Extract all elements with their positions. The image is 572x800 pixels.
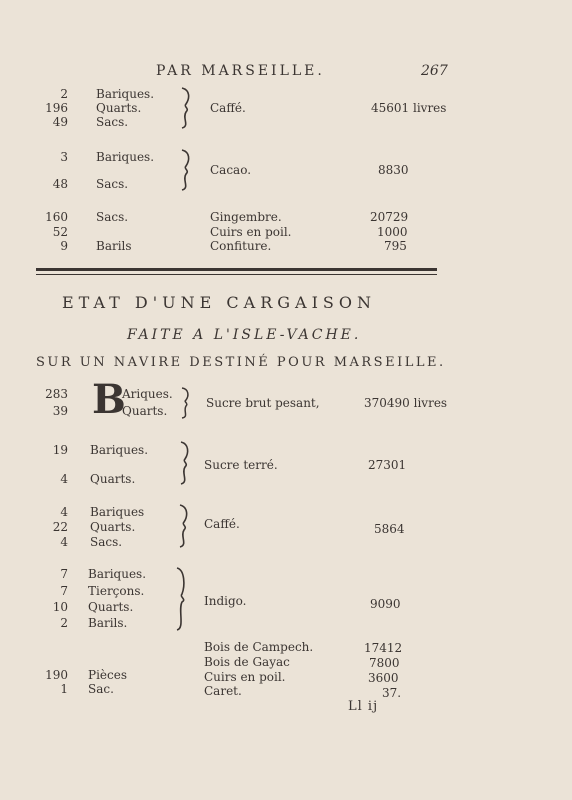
unit: Sacs. (96, 210, 129, 224)
commodity: Cuirs en poil. (204, 670, 286, 684)
count: 48 (52, 177, 68, 191)
amount: 3600 (368, 671, 399, 685)
unit: Sac. (88, 682, 114, 696)
page-number: 267 (421, 63, 448, 79)
unit: Bariques (90, 505, 145, 519)
count: 160 (45, 210, 68, 224)
commodity: Caret. (204, 684, 242, 698)
unit: Ariques. (122, 387, 173, 401)
amount: 795 (384, 239, 407, 253)
amount: 45601 livres (371, 101, 447, 115)
count: 39 (52, 404, 68, 418)
amount: 1000 (377, 225, 408, 239)
amount: 8830 (378, 163, 409, 177)
divider-rule (36, 268, 437, 271)
count: 22 (52, 520, 68, 534)
running-header: PAR MARSEILLE. (156, 63, 325, 79)
unit: Quarts. (90, 472, 136, 486)
unit: Quarts. (96, 101, 142, 115)
unit: Barils. (88, 616, 128, 630)
count: 7 (60, 584, 68, 598)
unit: Tierçons. (88, 584, 145, 598)
brace-icon (176, 503, 192, 549)
count: 9 (60, 239, 68, 253)
count: 2 (60, 616, 68, 630)
commodity: Caffé. (204, 517, 240, 531)
count: 4 (60, 535, 68, 549)
commodity: Indigo. (204, 594, 247, 608)
unit: Sacs. (96, 177, 129, 191)
unit: Sacs. (96, 115, 129, 129)
amount: 7800 (369, 656, 400, 670)
unit: Bariques. (96, 150, 155, 164)
count: 196 (45, 101, 68, 115)
commodity: Caffé. (210, 101, 246, 115)
brace-icon (178, 86, 194, 130)
section-subtitle-2: SUR UN NAVIRE DESTINÉ POUR MARSEILLE. (36, 355, 446, 370)
brace-icon (173, 566, 191, 632)
count: 4 (60, 505, 68, 519)
brace-icon (177, 440, 193, 486)
amount: 20729 (370, 210, 409, 224)
count: 3 (60, 150, 68, 164)
amount: 370490 livres (364, 396, 448, 410)
commodity: Bois de Campech. (204, 640, 314, 654)
commodity: Cuirs en poil. (210, 225, 292, 239)
signature-mark: Ll ij (348, 699, 379, 714)
unit: Sacs. (90, 535, 123, 549)
commodity: Confiture. (210, 239, 272, 253)
commodity: Sucre brut pesant, (206, 396, 320, 410)
count: 49 (52, 115, 68, 129)
unit: Bariques. (88, 567, 147, 581)
amount: 17412 (364, 641, 403, 655)
count: 2 (60, 87, 68, 101)
amount: 5864 (374, 522, 405, 536)
amount: 9090 (370, 597, 401, 611)
count: 283 (45, 387, 68, 401)
unit: Quarts. (90, 520, 136, 534)
brace-icon (179, 386, 193, 420)
commodity: Cacao. (210, 163, 252, 177)
count: 1 (60, 682, 68, 696)
unit: Pièces (88, 668, 127, 682)
unit: Bariques. (90, 443, 149, 457)
count: 19 (52, 443, 68, 457)
amount: 37. (382, 686, 402, 700)
brace-icon (178, 148, 194, 192)
unit: Quarts. (122, 404, 168, 418)
unit: Quarts. (88, 600, 134, 614)
commodity: Gingembre. (210, 210, 282, 224)
amount: 27301 (368, 458, 407, 472)
count: 7 (60, 567, 68, 581)
divider-rule-thin (36, 274, 437, 275)
drop-cap: B (92, 376, 126, 423)
section-subtitle: FAITE A L'ISLE-VACHE. (127, 327, 362, 343)
commodity: Bois de Gayac (204, 655, 290, 669)
section-title: ETAT D'UNE CARGAISON (62, 293, 376, 312)
count: 4 (60, 472, 68, 486)
unit: Bariques. (96, 87, 155, 101)
commodity: Sucre terré. (204, 458, 278, 472)
count: 190 (45, 668, 68, 682)
unit: Barils (96, 239, 132, 253)
count: 52 (52, 225, 68, 239)
count: 10 (52, 600, 68, 614)
